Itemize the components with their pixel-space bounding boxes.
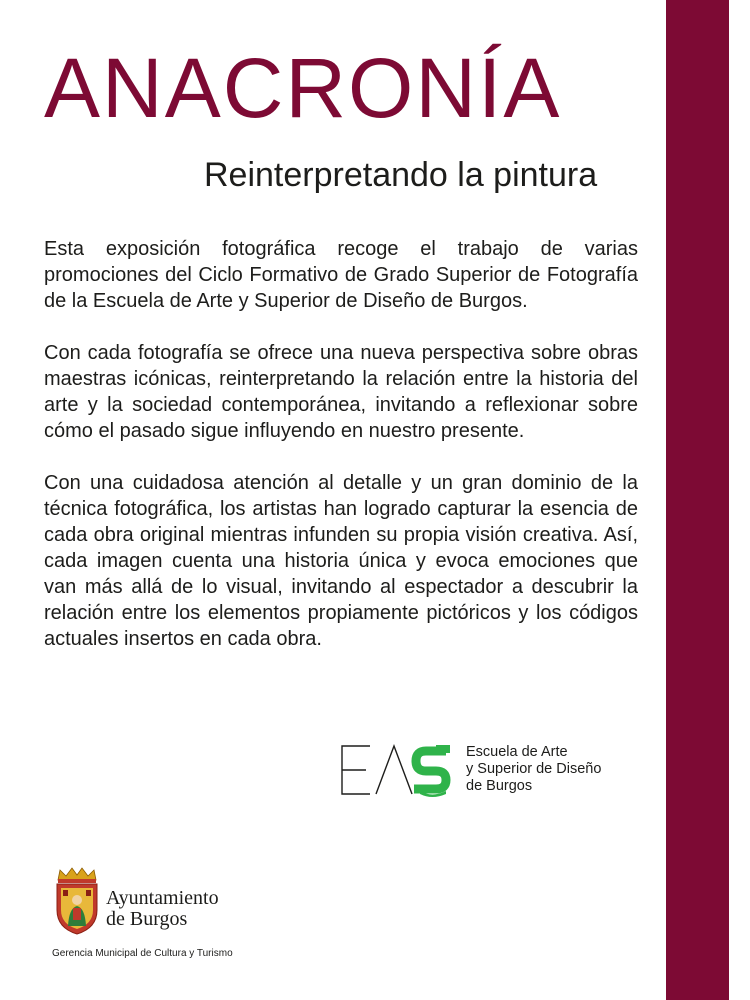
exhibition-description <box>44 236 638 678</box>
eas-logo-text <box>466 744 601 795</box>
eas-line-3: de Burgos <box>466 778 533 794</box>
eas-line-2: y Superior de Diseño <box>466 761 602 777</box>
description-paragraph-2: Con cada fotografía se ofrece una nueva perspectiva sobre obras maestras icónicas, reinterpretando la relación entre la historia del arte y la sociedad contemporánea, invitando a reflexionar sobre cómo el pasado sigue influyendo en nuestro presente. <box>44 342 638 442</box>
ayuntamiento-subtitle: Gerencia Municipal de Cultura y Turismo <box>52 948 233 959</box>
ayuntamiento-line-2: de Burgos <box>106 908 188 930</box>
ayuntamiento-logo <box>50 866 310 966</box>
side-color-band <box>666 0 729 1000</box>
eas-line-1: Escuela de Arte <box>466 744 568 760</box>
description-paragraph-1: Esta exposición fotográfica recoge el trabajo de varias promociones del Ciclo Formativo de Grado Superior de Fotografía de la Escuela de Arte y Superior de Diseño de Burgos. <box>44 238 638 312</box>
ayuntamiento-line-1: Ayuntamiento <box>106 887 219 909</box>
description-paragraph-3: Con una cuidadosa atención al detalle y un gran dominio de la técnica fotográfica, los artistas han logrado capturar la esencia de cada obra original mientras infunden su propia visión creativa. Así, cada imagen cuenta una historia única y evoca emociones que van más allá de lo visual, invitando al espectador a descubrir la relación entre los elementos propiamente pictóricos y los códigos actuales insertos en cada obra. <box>44 472 638 650</box>
eas-logo <box>340 742 640 798</box>
ayuntamiento-name <box>106 888 219 930</box>
poster-subtitle: Reinterpretando la pintura <box>204 156 598 194</box>
coat-of-arms-icon <box>54 866 100 936</box>
poster-title: ANACRONÍA <box>44 41 562 135</box>
eas-logo-mark-icon <box>340 742 458 798</box>
